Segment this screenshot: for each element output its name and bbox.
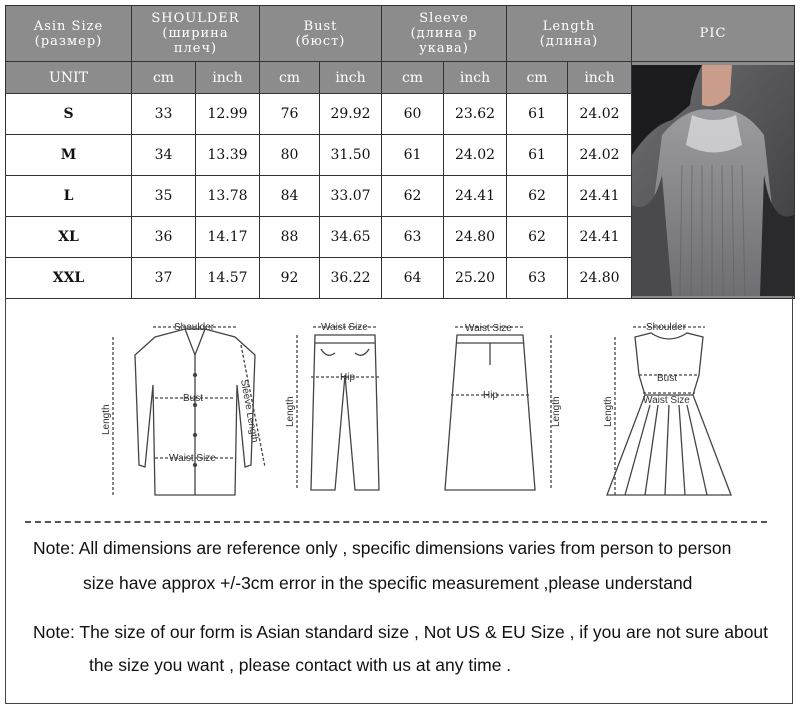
shirt-length-label: Length [101, 404, 112, 435]
bust-inch: 31.50 [320, 135, 382, 176]
shoulder-cm: 33 [132, 94, 196, 135]
sleeve-cm: 60 [382, 94, 444, 135]
product-photo-cell [632, 62, 795, 299]
note-1-line-2: size have approx +/-3cm error in the specific measurement ,please understand [83, 573, 693, 593]
length-inch: 24.02 [568, 94, 632, 135]
length-cm: 63 [507, 258, 568, 299]
size-label: M [6, 135, 132, 176]
pants-waist-label: Waist Size [321, 322, 368, 333]
bust-cm: 80 [260, 135, 320, 176]
note-2-line-1: Note: The size of our form is Asian standard size , Not US & EU Size , if you are not sure about [33, 622, 769, 642]
sleeve-inch: 23.62 [444, 94, 507, 135]
bust-inch: 34.65 [320, 217, 382, 258]
length-cm: 61 [507, 135, 568, 176]
pants-length-label: Length [285, 396, 296, 427]
pants-hip-label: Hip [340, 372, 356, 383]
unit-row [6, 62, 795, 94]
note-1-line-1: Note: All dimensions are reference only , specific dimensions varies from person to person [33, 538, 732, 558]
sleeve-inch: 25.20 [444, 258, 507, 299]
shoulder-cm: 36 [132, 217, 196, 258]
dress-shoulder-label: Shoulder [646, 322, 687, 333]
dashed-divider [25, 521, 767, 523]
skirt-length-label: Length [551, 396, 562, 427]
shoulder-inch: 14.17 [196, 217, 260, 258]
dress-bust-label: Bust [657, 373, 678, 384]
unit-inch: inch [444, 62, 507, 94]
unit-label: UNIT [6, 62, 132, 94]
length-column-header: Length (длина) [507, 6, 632, 62]
shoulder-inch: 14.57 [196, 258, 260, 299]
size-chart-table [5, 5, 795, 299]
shirt-sleeve-label: Sleeve Length [238, 378, 260, 444]
sleeve-cm: 62 [382, 176, 444, 217]
size-label: S [6, 94, 132, 135]
sleeve-column-header: Sleeve (длина р укава) [382, 6, 507, 62]
length-cm: 62 [507, 217, 568, 258]
length-cm: 61 [507, 94, 568, 135]
skirt-waist-label: Waist Size [465, 323, 512, 334]
unit-cm: cm [260, 62, 320, 94]
sleeve-inch: 24.41 [444, 176, 507, 217]
pants-diagram [285, 322, 379, 490]
shoulder-inch: 13.78 [196, 176, 260, 217]
shirt-bust-label: Bust [183, 393, 204, 404]
length-inch: 24.41 [568, 176, 632, 217]
skirt-hip-label: Hip [483, 390, 499, 401]
unit-inch: inch [196, 62, 260, 94]
sleeve-cm: 63 [382, 217, 444, 258]
bust-cm: 76 [260, 94, 320, 135]
note-2-line-2: the size you want , please contact with us at any time . [89, 655, 512, 675]
unit-cm: cm [132, 62, 196, 94]
bust-inch: 33.07 [320, 176, 382, 217]
pic-column-header: PIC [632, 6, 795, 62]
skirt-diagram [445, 323, 562, 490]
bust-inch: 29.92 [320, 94, 382, 135]
bust-inch: 36.22 [320, 258, 382, 299]
unit-inch: inch [320, 62, 382, 94]
sleeve-inch: 24.02 [444, 135, 507, 176]
shoulder-column-header: SHOULDER (ширина плеч) [132, 6, 260, 62]
dress-length-label: Length [603, 396, 614, 427]
product-photo [632, 65, 794, 296]
dress-diagram [603, 322, 731, 495]
unit-cm: cm [382, 62, 444, 94]
size-label: XL [6, 217, 132, 258]
shirt-shoulder-label: Shoulder [174, 322, 215, 333]
length-cm: 62 [507, 176, 568, 217]
length-inch: 24.80 [568, 258, 632, 299]
shoulder-inch: 12.99 [196, 94, 260, 135]
dress-waist-label: Waist Size [643, 395, 690, 406]
shoulder-cm: 35 [132, 176, 196, 217]
bust-cm: 92 [260, 258, 320, 299]
measurement-diagrams [95, 315, 785, 515]
shoulder-inch: 13.39 [196, 135, 260, 176]
bust-column-header: Bust (бюст) [260, 6, 382, 62]
bust-cm: 88 [260, 217, 320, 258]
size-label: XXL [6, 258, 132, 299]
unit-cm: cm [507, 62, 568, 94]
bust-cm: 84 [260, 176, 320, 217]
length-inch: 24.41 [568, 217, 632, 258]
sleeve-inch: 24.80 [444, 217, 507, 258]
size-column-header: Asin Size (размер) [6, 6, 132, 62]
sleeve-cm: 61 [382, 135, 444, 176]
shoulder-cm: 34 [132, 135, 196, 176]
shirt-diagram [101, 322, 265, 495]
sleeve-cm: 64 [382, 258, 444, 299]
length-inch: 24.02 [568, 135, 632, 176]
shirt-waist-label: Waist Size [169, 453, 216, 464]
shoulder-cm: 37 [132, 258, 196, 299]
size-label: L [6, 176, 132, 217]
unit-inch: inch [568, 62, 632, 94]
header-row [6, 6, 795, 62]
